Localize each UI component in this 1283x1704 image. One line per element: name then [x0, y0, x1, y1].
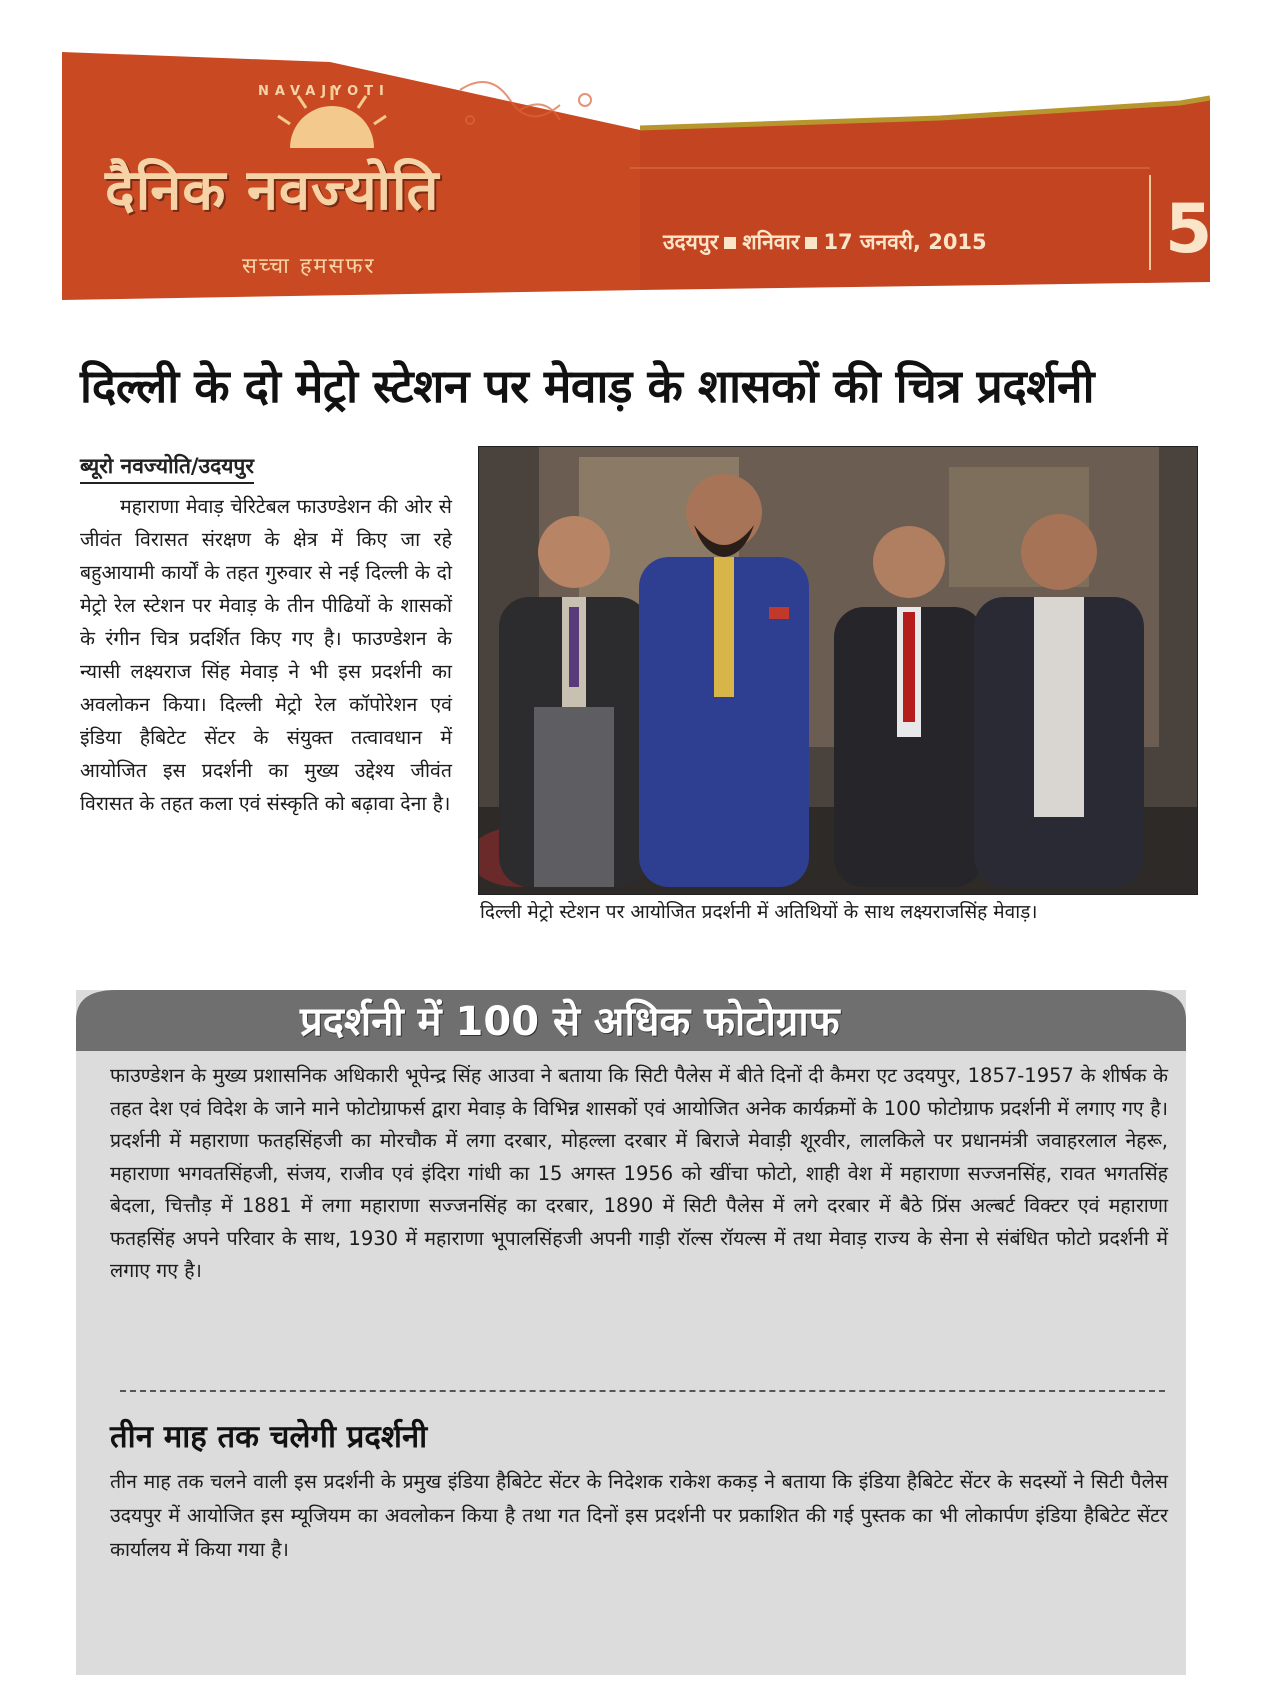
masthead-right-block — [640, 100, 1213, 290]
masthead-arc-text: NAVAJYOTI — [258, 84, 390, 99]
dateline-day: शनिवार — [742, 230, 800, 254]
masthead-dateline — [663, 228, 987, 256]
dateline-city: उदयपुर — [663, 230, 719, 254]
bullet-square-icon — [724, 237, 736, 249]
subsection-body: तीन माह तक चलने वाली इस प्रदर्शनी के प्रमुख इंडिया हैबिटेट सेंटर के निदेशक राकेश ककड़ ने बताया कि इंडिया हैबिटेट सेंटर के सदस्यों ने सिटी पैलेस उदयपुर में आयोजित इस म्यूजियम का अवलोकन किया है तथा गत दिनों इस प्रदर्शनी पर प्रकाशित की गई पुस्तक का भी लोकार्पण इंडिया हैबिटेट सेंटर कार्यालय में किया गया है। — [110, 1470, 1168, 1561]
subsection-heading: तीन माह तक चलेगी प्रदर्शनी — [110, 1419, 428, 1455]
masthead-title: दैनिक नवज्योति — [105, 158, 440, 223]
section-body: फाउण्डेशन के मुख्य प्रशासनिक अधिकारी भूपेन्द्र सिंह आउवा ने बताया कि सिटी पैलेस में बीते दिनों दी कैमरा एट उदयपुर, 1857-1957 के शीर्षक के तहत देश एवं विदेश के जाने माने फोटोग्राफर्स द्वारा मेवाड़ के विभिन्न शासकों एवं आयोजित अनेक कार्यक्रमों के 100 फोटोग्राफ प्रदर्शनी में लगाए गए है। प्रदर्शनी में महाराणा फतहसिंहजी का मोरचौक में लगा दरबार, मोहल्ला दरबार में बिराजे मेवाड़ी शूरवीर, लालकिले पर प्रधानमंत्री जवाहरलाल नेहरू, महाराणा भगवतसिंहजी, संजय, राजीव एवं इंदिरा गांधी का 15 अगस्त 1956 को खींचा फोटो, शाही वेश में महाराणा सज्जनसिंह, रावत भगतसिंह बेदला, चित्तौड़ में 1881 में लगा महाराणा सज्जनसिंह का दरबार, 1890 में सिटी पैलेस में लगे दरबार में बैठे प्रिंस अल्बर्ट विक्टर एवं महाराणा फतहसिंह अपने परिवार के साथ, 1930 में महाराणा भूपालसिंहजी अपनी गाड़ी रॉल्स रॉयल्स में तथा मेवाड़ राज्य के सेना से संबंधित फोटो प्रदर्शनी में लगाए गए है। — [110, 1064, 1168, 1282]
section-divider — [120, 1390, 1165, 1392]
photo-caption: दिल्ली मेट्रो स्टेशन पर आयोजित प्रदर्शनी में अतिथियों के साथ लक्ष्यराजसिंह मेवाड़। — [480, 901, 1038, 923]
article-headline: दिल्ली के दो मेट्रो स्टेशन पर मेवाड़ के शासकों की चित्र प्रदर्शनी — [80, 359, 1095, 413]
section-heading: प्रदर्शनी में 100 से अधिक फोटोग्राफ — [300, 999, 840, 1045]
photo-illustration — [479, 447, 1197, 894]
article-byline: ब्यूरो नवज्योति/उदयपुर — [80, 452, 254, 484]
bullet-square-icon — [805, 237, 817, 249]
article-body: महाराणा मेवाड़ चेरिटेबल फाउण्डेशन की ओर से जीवंत विरासत संरक्षण के क्षेत्र में किए जा रहे बहुआयामी कार्यों के तहत गुरुवार से नई दिल्ली के दो मेट्रो रेल स्टेशन पर मेवाड़ के तीन पीढियों के शासकों के रंगीन चित्र प्रदर्शित किए गए है। फाउण्डेशन के न्यासी लक्ष्यराज सिंह मेवाड़ ने भी इस प्रदर्शनी का अवलोकन किया। दिल्ली मेट्रो रेल कॉपोरेशन एवं इंडिया हैबिटेट सेंटर के संयुक्त तत्वावधान में आयोजित इस प्रदर्शनी का मुख्य उद्देश्य जीवंत विरासत के तहत कला एवं संस्कृति को बढ़ावा देना है। — [80, 495, 452, 815]
masthead-tagline: सच्चा हमसफर — [242, 254, 376, 279]
dateline-date: 17 जनवरी, 2015 — [823, 230, 987, 254]
page-number: 5 — [1165, 190, 1213, 269]
article-photo — [478, 446, 1198, 895]
